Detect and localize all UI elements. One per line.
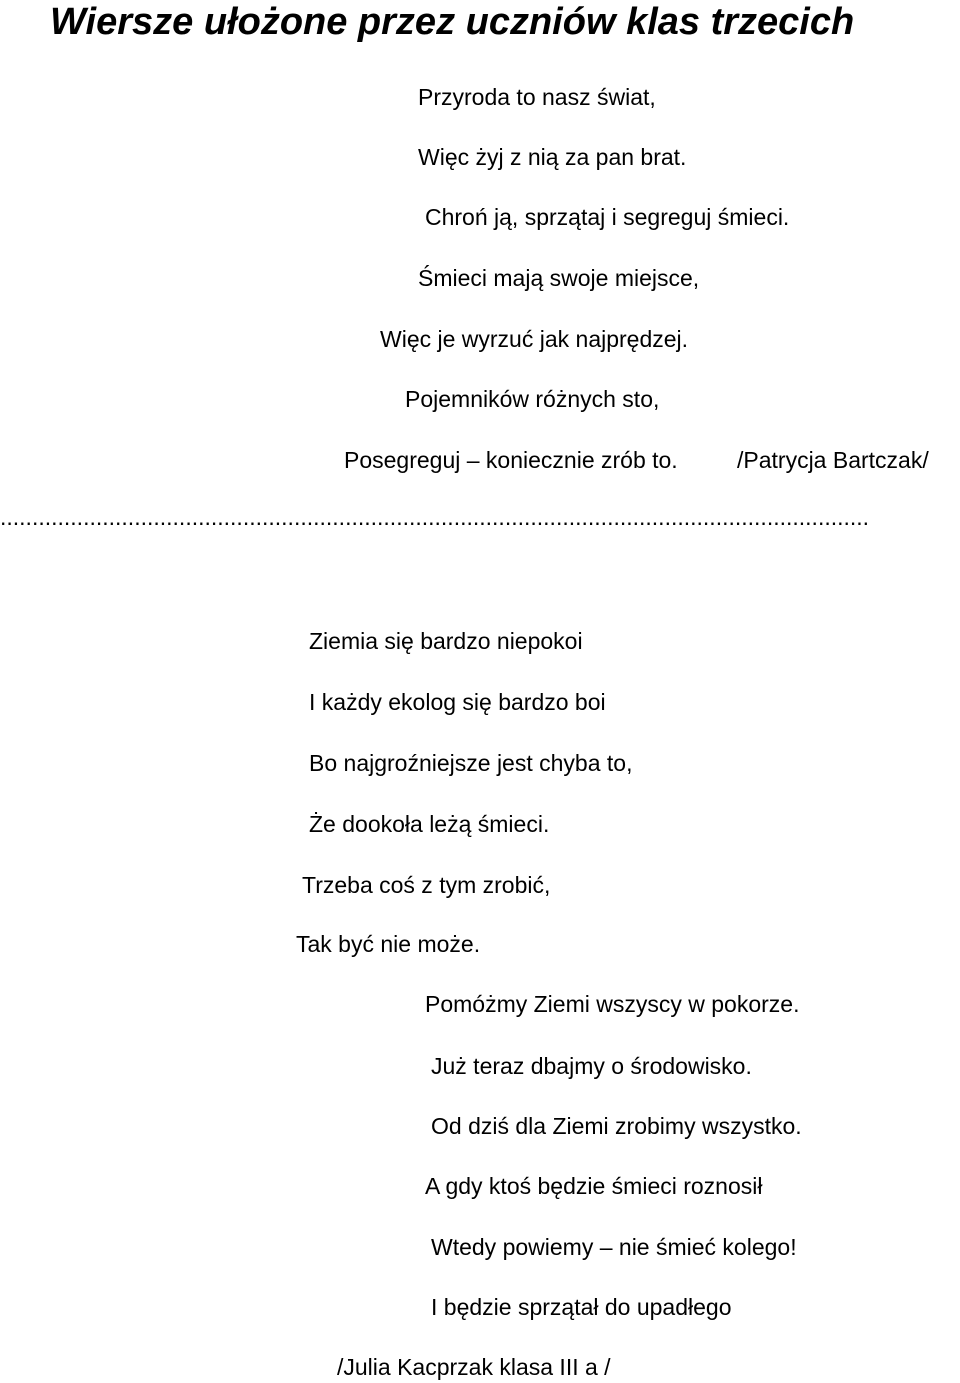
poem-1-line-4: Śmieci mają swoje miejsce,	[418, 265, 700, 291]
poem-2-line-9: Od dziś dla Ziemi zrobimy wszystko.	[431, 1113, 802, 1139]
poem-2-line-1: Ziemia się bardzo niepokoi	[309, 628, 583, 654]
poem-1-line-3: Chroń ją, sprzątaj i segreguj śmieci.	[425, 204, 790, 230]
page-title: Wiersze ułożone przez uczniów klas trzecich	[50, 1, 855, 43]
poem-2-line-10: A gdy ktoś będzie śmieci roznosił	[425, 1173, 763, 1199]
poem-1-line-6: Pojemników różnych sto,	[405, 386, 660, 412]
poem-1-line-5: Więc je wyrzuć jak najprędzej.	[380, 326, 689, 352]
poem-2-line-8: Już teraz dbajmy o środowisko.	[431, 1053, 752, 1079]
poem-2-line-4: Że dookoła leżą śmieci.	[309, 811, 550, 837]
poem-1-author: /Patrycja Bartczak/	[737, 447, 929, 473]
poem-2-line-11: Wtedy powiemy – nie śmieć kolego!	[431, 1234, 797, 1260]
poem-2-author: /Julia Kacprzak klasa III a /	[337, 1354, 611, 1380]
poem-1-line-1: Przyroda to nasz świat,	[418, 84, 656, 110]
poem-2-line-5: Trzeba coś z tym zrobić,	[302, 872, 551, 898]
poem-2-line-6: Tak być nie może.	[296, 931, 481, 957]
poem-1-line-7: Posegreguj – koniecznie zrób to.	[344, 447, 678, 473]
poem-2-line-2: I każdy ekolog się bardzo boi	[309, 689, 606, 715]
poem-1-line-2: Więc żyj z nią za pan brat.	[418, 144, 687, 170]
poem-2-line-7: Pomóżmy Ziemi wszyscy w pokorze.	[425, 991, 800, 1017]
poem-2-line-3: Bo najgroźniejsze jest chyba to,	[309, 750, 633, 776]
dotted-separator: ........................................................................................................................................	[0, 504, 870, 530]
poem-2-line-12: I będzie sprzątał do upadłego	[431, 1294, 732, 1320]
